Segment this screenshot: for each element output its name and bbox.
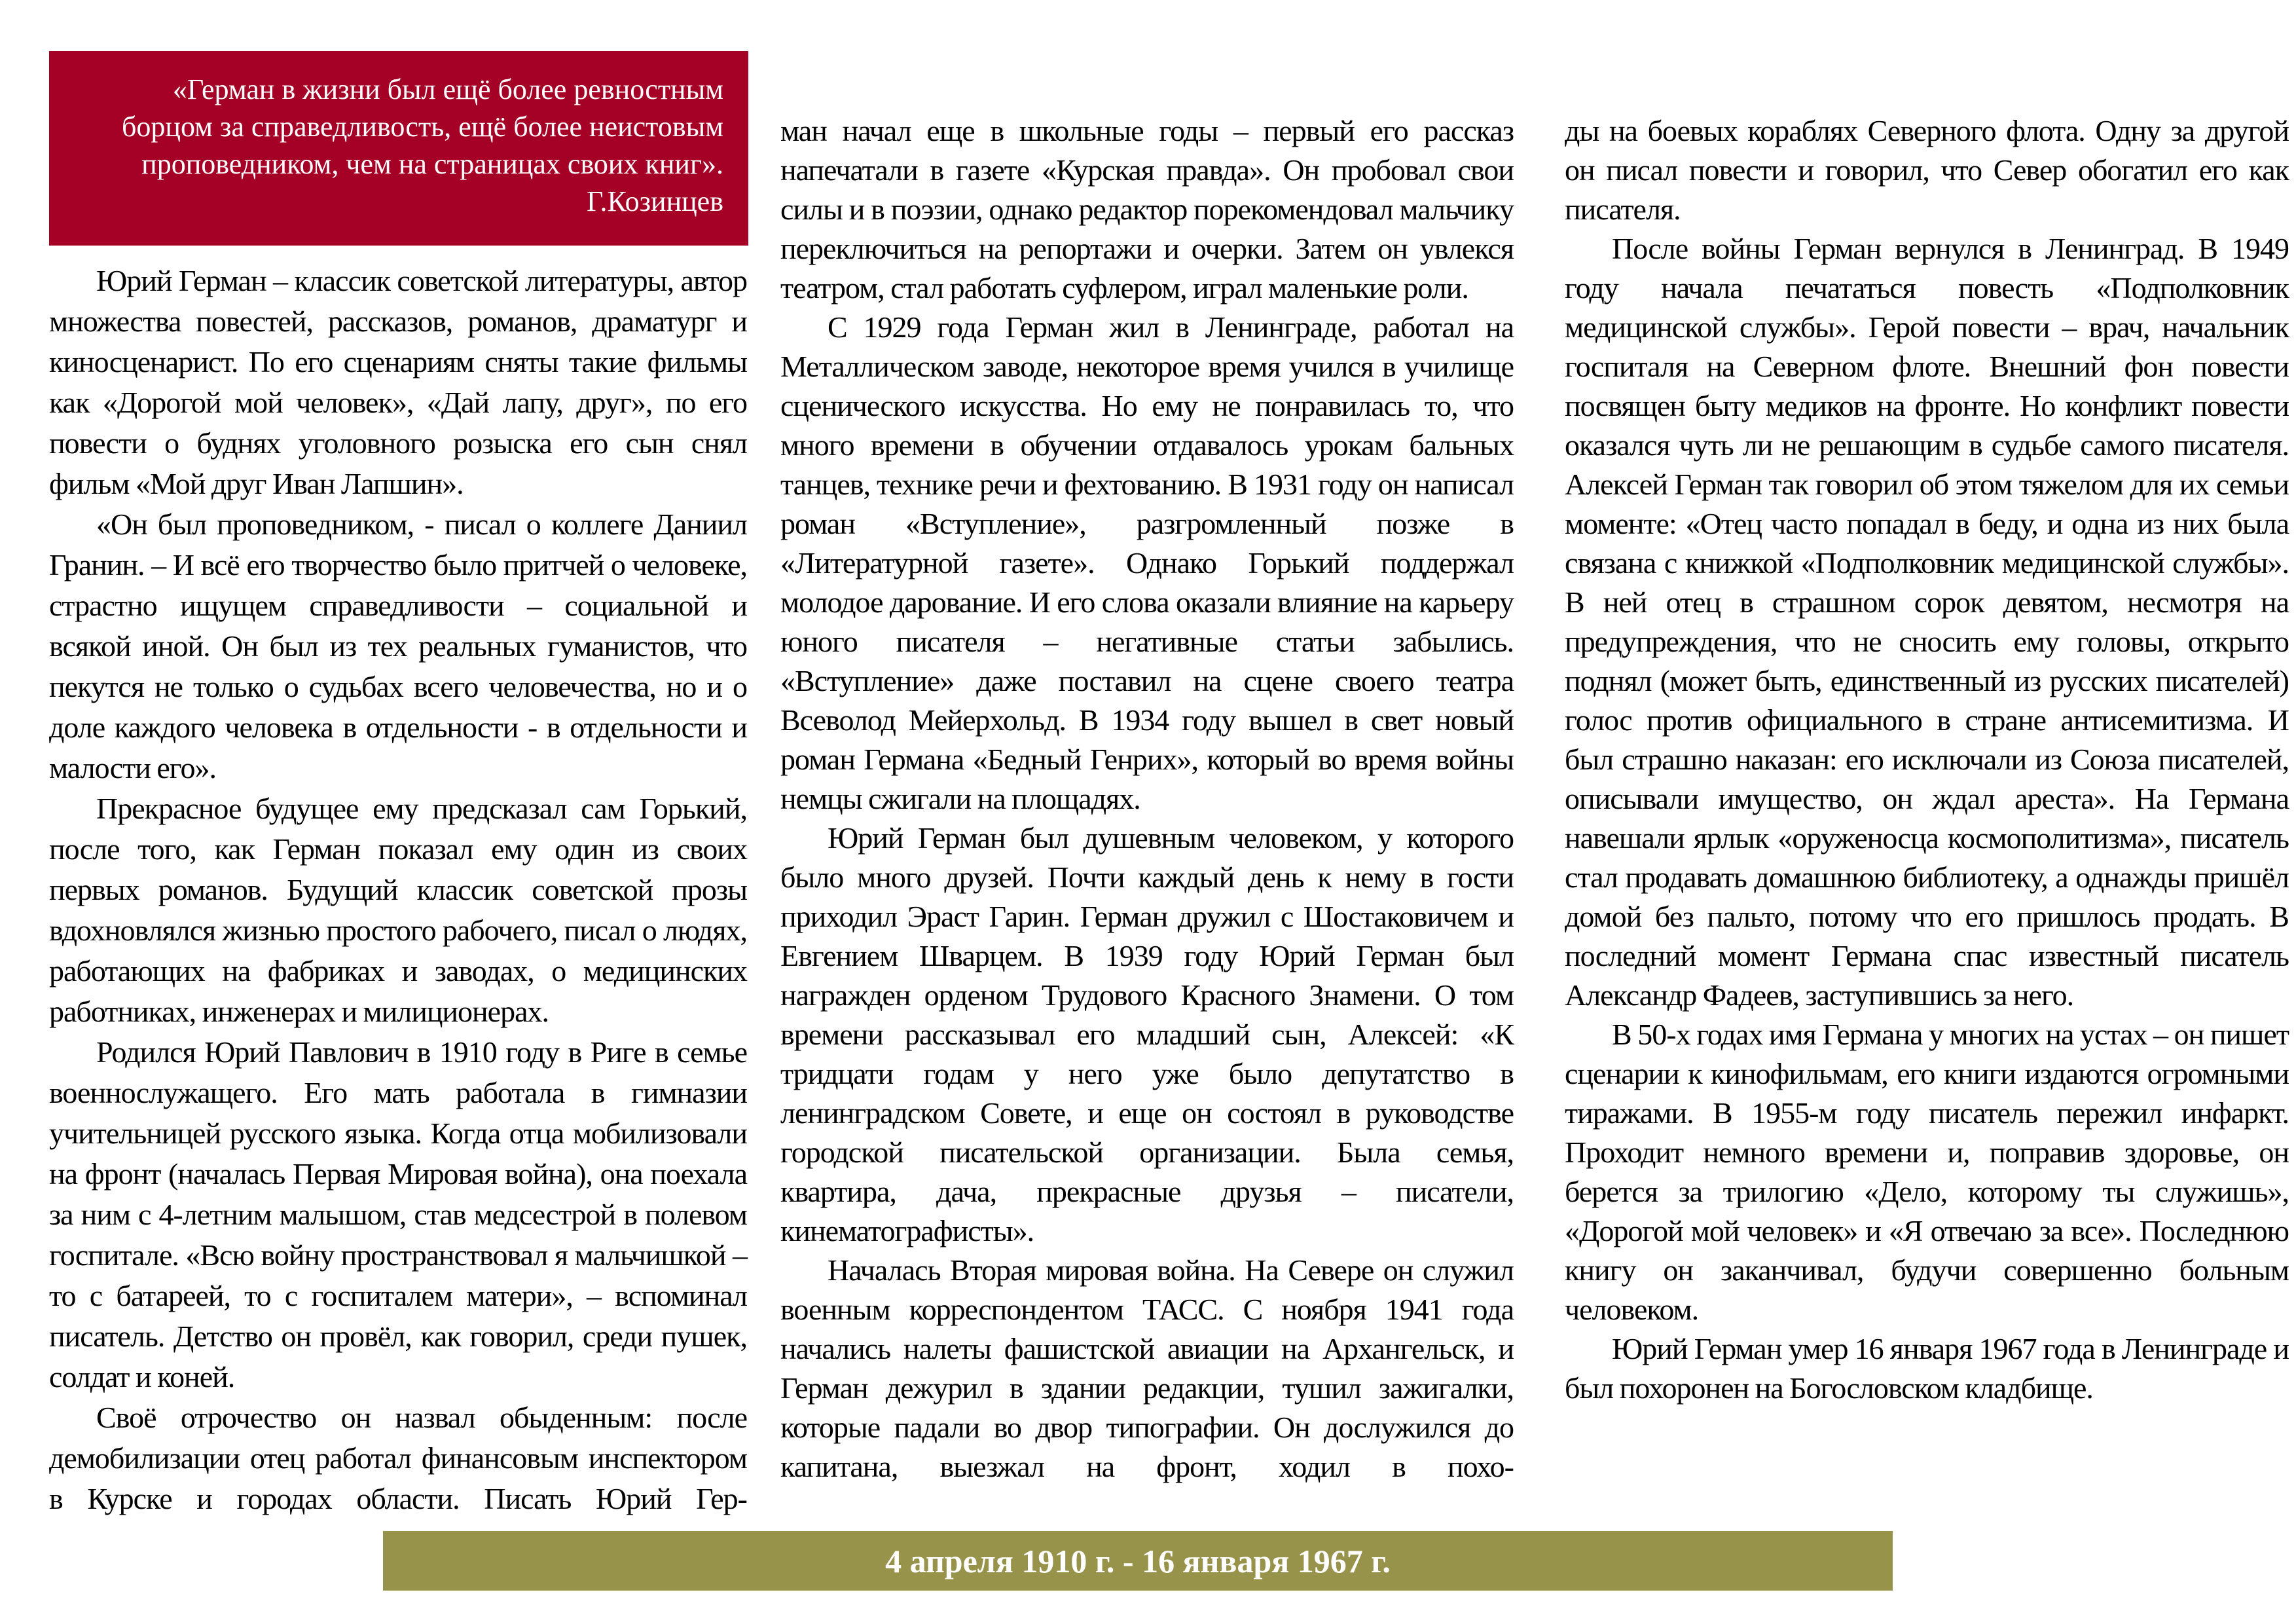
footer-bar [383, 1531, 1893, 1591]
quote-author: Г.Козинцев [587, 185, 723, 217]
paragraph: Родился Юрий Павлович в 1910 году в Риге в семье военнослужащего. Его мать работала в гимназии учительницей русского языка. Когда отца мобилизовали на фронт (началась Первая Мировая война), она поехала за ним с 4-летним малышом, став медсестрой в полевом госпитале. «Всю войну пространствовал я мальчишкой – то с батареей, то с госпиталем матери», – вспоминал писатель. Детство он провёл, как говорил, среди пушек, солдат и коней. [49, 1035, 747, 1393]
paragraph: С 1929 года Герман жил в Ленинграде, работал на Металлическом заводе, некоторое время учился в училище сценического искусства. Но ему не понравилась то, что много времени в обучении отдавалось урокам бальных танцев, технике речи и фехтованию. В 1931 году он написал роман «Вступление», разгромленный позже в «Литературной газете». Однако Горький поддержал молодое дарование. И его слова оказали влияние на карьеру юного писателя – негативные статьи забылись. «Вступление» даже поставил на сцене своего театра Всеволод Мейерхольд. В 1934 году вышел в свет новый роман Германа «Бедный Генрих», который во время войны немцы сжигали на площадях. [780, 310, 1514, 815]
paragraph: ман начал еще в школьные годы – первый его рассказ напечатали в газете «Курская правда». Он пробовал свои силы и в поэзии, однако редактор порекомендовал мальчику переключиться на репортажи и очерки. Затем он увлекся театром, стал работать суфлером, играл маленькие роли. [780, 114, 1514, 304]
quote-text: «Герман в жизни был ещё более ревностным борцом за справедливость, ещё более неистовым проповедником, чем на страницах своих книг». [122, 73, 723, 180]
paragraph: ды на боевых кораблях Северного флота. Одну за другой он писал повести и говорил, что Север обогатил его как писателя. [1565, 114, 2289, 226]
text-column-3 [1565, 111, 2289, 1408]
paragraph: Началась Вторая мировая война. На Севере он служил военным корреспондентом ТАСС. С ноября 1941 года начались налеты фашистской авиации на Архангельск, и Герман дежурил в здании редакции, тушил зажигалки, которые падали во двор типографии. Он дослужился до капитана, выезжал на фронт, ходил в похо- [780, 1253, 1514, 1483]
text-column-2 [780, 111, 1514, 1486]
footer-dates: 4 апреля 1910 г. - 16 января 1967 г. [885, 1542, 1391, 1579]
text-column-1 [49, 261, 747, 1519]
paragraph: Юрий Герман умер 16 января 1967 года в Ленинграде и был похоронен на Богословском кладбище. [1565, 1332, 2289, 1405]
paragraph: В 50-х годах имя Германа у многих на устах – он пишет сценарии к кинофильмам, его книги издаются огромными тиражами. В 1955-м году писатель пережил инфаркт. Проходит немного времени и, поправив здоровье, он берется за трилогию «Дело, которому ты служишь», «Дорогой мой человек» и «Я отвечаю за все». Последнюю книгу он заканчивал, будучи совершенно больным человеком. [1565, 1018, 2289, 1326]
paragraph: Юрий Герман был душевным человеком, у которого было много друзей. Почти каждый день к нему в гости приходил Эраст Гарин. Герман дружил с Шостаковичем и Евгением Шварцем. В 1939 году Юрий Герман был награжден орденом Трудового Красного Знамени. О том времени рассказывал его младший сын, Алексей: «К тридцати годам у него уже было депутатство в ленинградском Совете, и еще он состоял в руководстве городской писательской организации. Была семья, квартира, дача, прекрасные друзья – писатели, кинематографисты». [780, 821, 1514, 1247]
paragraph: Прекрасное будущее ему предсказал сам Горький, после того, как Герман показал ему один из своих первых романов. Будущий классик советской прозы вдохновлялся жизнью простого рабочего, писал о людях, работающих на фабриках и заводах, о медицинских работниках, инженерах и милиционерах. [49, 792, 747, 1028]
quote-box [49, 51, 748, 246]
paragraph: Юрий Герман – классик советской литературы, автор множества повестей, рассказов, романов, драматург и киносценарист. По его сценариям сняты такие фильмы как «Дорогой мой человек», «Дай лапу, друг», по его повести о буднях уголовного розыска его сын снял фильм «Мой друг Иван Лапшин». [49, 264, 747, 500]
paragraph: После войны Герман вернулся в Ленинград. В 1949 году начала печататься повесть «Подполковник медицинской службы». Герой повести – врач, начальник госпиталя на Северном флоте. Внешний фон повести посвящен быту медиков на фронте. Но конфликт повести оказался чуть ли не решающим в судьбе самого писателя. Алексей Герман так говорил об этом тяжелом для их семьи моменте: «Отец часто попадал в беду, и одна из них была связана с книжкой «Подполковник медицинской службы». В ней отец в страшном сорок девятом, несмотря на предупреждения, что не сносить ему головы, открыто поднял (может быть, единственный из русских писателей) голос против официального в стране антисемитизма. И был страшно наказан: его исключали из Союза писателей, описывали имущество, он ждал ареста». На Германа навешали ярлык «оруженосца космополитизма», писатель стал продавать домашнюю библиотеку, а однажды пришёл домой без пальто, потому что его пришлось продать. В последний момент Германа спас известный писатель Александр Фадеев, заступившись за него. [1565, 232, 2289, 1012]
paragraph: «Он был проповедником, - писал о коллеге Даниил Гранин. – И всё его творчество было притчей о человеке, страстно ищущем справедливости – социальной и всякой иной. Он был из тех реальных гуманистов, что пекутся не только о судьбах всего человечества, но и о доле каждого человека в отдельности - в отдельности и малости его». [49, 507, 747, 784]
paragraph: Своё отрочество он назвал обыденным: после демобилизации отец работал финансовым инспектором в Курске и городах области. Писать Юрий Гер- [49, 1401, 747, 1515]
